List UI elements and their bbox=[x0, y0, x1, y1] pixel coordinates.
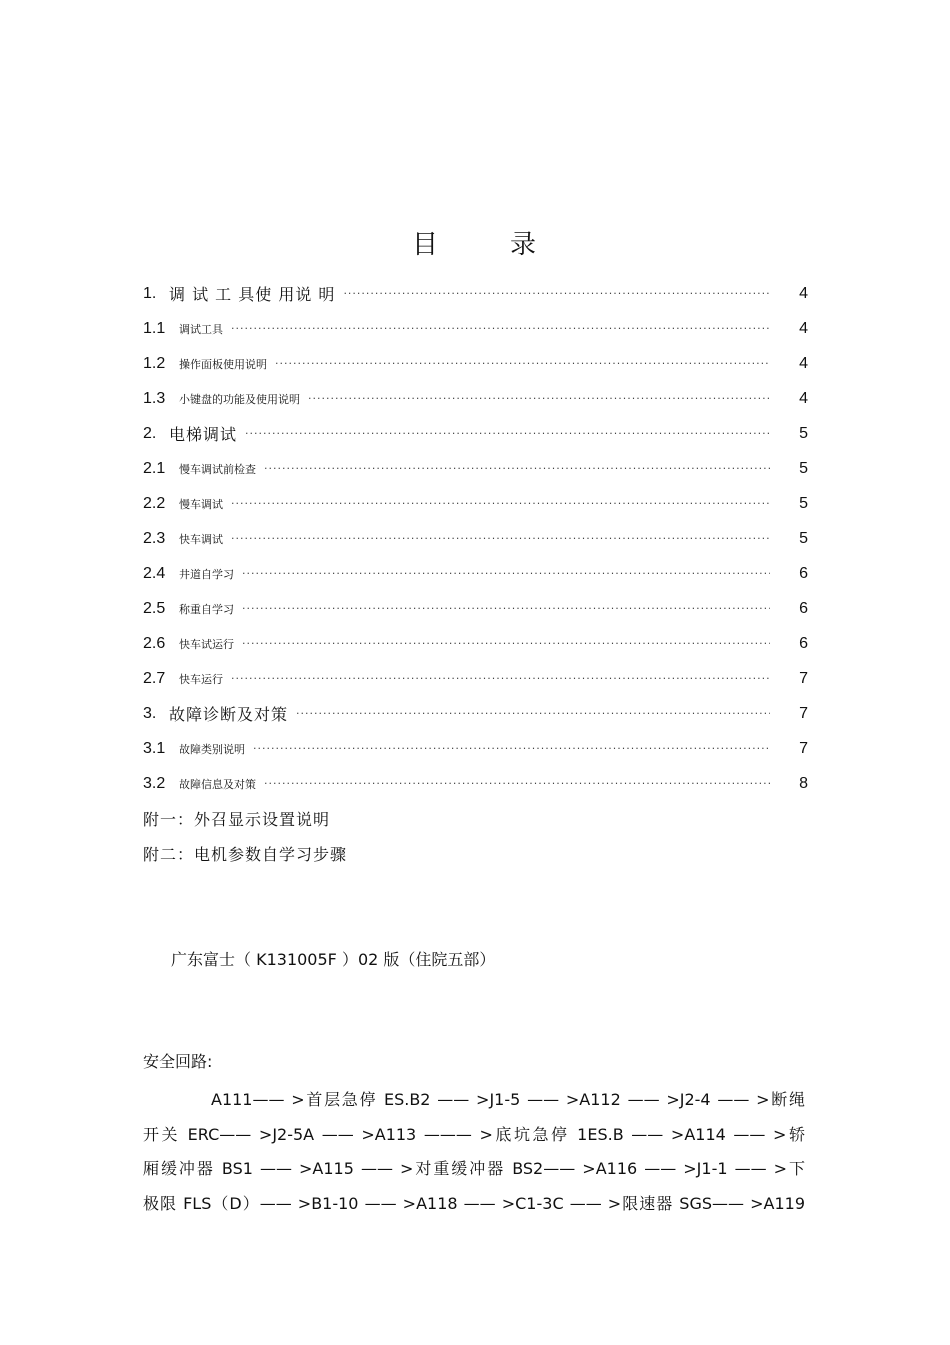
toc-entry-page: 5 bbox=[799, 424, 808, 442]
paragraph-line: A111—— >首层急停 ES.B2 —— >J1-5 —— >A112 —— >J2-4 —— >断绳 bbox=[211, 1090, 805, 1109]
toc-entry[interactable] bbox=[143, 346, 808, 381]
toc-entry-number: 3. bbox=[143, 704, 157, 722]
toc-entry-page: 8 bbox=[799, 774, 808, 792]
appendix-entry[interactable]: 附二：电机参数自学习步骤 bbox=[143, 845, 348, 864]
toc-entry[interactable] bbox=[143, 451, 808, 486]
toc-dot-leader bbox=[296, 707, 770, 720]
paragraph-line: 开关 ERC—— >J2-5A —— >A113 ——— >底坑急停 1ES.B —— >A114 —— >轿 bbox=[143, 1124, 805, 1144]
toc-entry-page: 6 bbox=[799, 564, 808, 582]
toc-entry[interactable] bbox=[143, 276, 808, 311]
toc-entry-title: 快车试运行 bbox=[179, 637, 234, 651]
toc-dot-leader bbox=[264, 777, 770, 790]
toc-entry[interactable] bbox=[143, 626, 808, 661]
toc-entry[interactable] bbox=[143, 731, 808, 766]
toc-entry-number: 2.1 bbox=[143, 459, 166, 477]
toc-entry-page: 5 bbox=[799, 529, 808, 547]
title-char-2: 录 bbox=[510, 230, 539, 260]
toc-dot-leader bbox=[231, 672, 770, 685]
toc-entry-page: 4 bbox=[799, 284, 808, 302]
paragraph-line: 厢缓冲器 BS1 —— >A115 —— >对重缓冲器 BS2—— >A116 —— >J1-1 —— >下 bbox=[143, 1159, 805, 1178]
toc-entry-page: 4 bbox=[799, 389, 808, 407]
toc-dot-leader bbox=[264, 462, 770, 475]
toc-entry-title: 快车调试 bbox=[179, 532, 223, 546]
toc-dot-leader bbox=[275, 357, 770, 370]
toc-dot-leader bbox=[231, 322, 770, 335]
toc-entry-title: 慢车调试 bbox=[179, 497, 223, 511]
toc-entry-number: 3.2 bbox=[143, 774, 166, 792]
safety-circuit-heading: 安全回路: bbox=[143, 1052, 213, 1071]
toc-entry[interactable] bbox=[143, 556, 808, 591]
toc-entry[interactable] bbox=[143, 311, 808, 346]
toc-entry-number: 2.6 bbox=[143, 634, 166, 652]
toc-entry-number: 1.3 bbox=[143, 389, 166, 407]
toc-entry-title: 电梯调试 bbox=[169, 425, 238, 444]
toc-entry-page: 6 bbox=[799, 599, 808, 617]
toc-entry-page: 7 bbox=[799, 669, 808, 687]
toc-entry-title: 调试工具 bbox=[179, 322, 223, 336]
toc-entry-page: 4 bbox=[799, 354, 808, 372]
toc-entry-number: 1.2 bbox=[143, 354, 166, 372]
toc-entry-page: 7 bbox=[799, 739, 808, 757]
toc-entry-title: 故障信息及对策 bbox=[179, 777, 256, 791]
toc-entry[interactable] bbox=[143, 696, 808, 731]
toc-dot-leader bbox=[242, 567, 770, 580]
toc-dot-leader bbox=[242, 602, 770, 615]
toc-dot-leader bbox=[231, 532, 770, 545]
toc-dot-leader bbox=[343, 287, 770, 300]
toc-entry[interactable] bbox=[143, 486, 808, 521]
toc-entry-title: 故障诊断及对策 bbox=[169, 705, 289, 724]
toc-entry-page: 4 bbox=[799, 319, 808, 337]
toc-entry[interactable] bbox=[143, 766, 808, 801]
toc-entry[interactable] bbox=[143, 521, 808, 556]
toc-dot-leader bbox=[231, 497, 770, 510]
toc-entry[interactable] bbox=[143, 381, 808, 416]
toc-entry-number: 1.1 bbox=[143, 319, 166, 337]
toc-entry[interactable] bbox=[143, 591, 808, 626]
toc-entry-page: 7 bbox=[799, 704, 808, 722]
toc-entry-number: 2.5 bbox=[143, 599, 166, 617]
toc-entry-number: 2.7 bbox=[143, 669, 166, 687]
publisher-line: 广东富士（ K131005F ）02 版（住院五部） bbox=[171, 950, 496, 969]
table-of-contents bbox=[143, 276, 808, 871]
toc-entry-number: 2.2 bbox=[143, 494, 166, 512]
safety-circuit-paragraph bbox=[143, 1083, 805, 1221]
title-char-1: 目 bbox=[411, 230, 440, 260]
toc-entry[interactable] bbox=[143, 416, 808, 451]
toc-entry-title: 调 试 工 具使 用说 明 bbox=[169, 285, 336, 304]
toc-entry-title: 故障类别说明 bbox=[179, 742, 245, 756]
appendix-entry[interactable]: 附一：外召显示设置说明 bbox=[143, 810, 331, 829]
toc-entry-number: 2. bbox=[143, 424, 157, 442]
toc-entry-page: 5 bbox=[799, 459, 808, 477]
toc-entry-number: 1. bbox=[143, 284, 157, 302]
toc-dot-leader bbox=[253, 742, 770, 755]
toc-entry-title: 慢车调试前检查 bbox=[179, 462, 256, 476]
paragraph-line: 极限 FLS（D）—— >B1-10 —— >A118 —— >C1-3C —— >限速器 SGS—— >A119 bbox=[143, 1193, 805, 1213]
toc-entry-title: 快车运行 bbox=[179, 672, 223, 686]
toc-dot-leader bbox=[242, 637, 770, 650]
toc-entry-title: 小键盘的功能及使用说明 bbox=[179, 392, 300, 406]
toc-entry-title: 操作面板使用说明 bbox=[179, 357, 267, 371]
toc-entry-number: 2.3 bbox=[143, 529, 166, 547]
toc-entry-page: 6 bbox=[799, 634, 808, 652]
toc-dot-leader bbox=[308, 392, 770, 405]
toc-entry-number: 3.1 bbox=[143, 739, 166, 757]
toc-entry-number: 2.4 bbox=[143, 564, 166, 582]
toc-dot-leader bbox=[245, 427, 770, 440]
toc-entry-title: 井道自学习 bbox=[179, 567, 234, 581]
toc-entry-page: 5 bbox=[799, 494, 808, 512]
toc-title bbox=[0, 224, 950, 261]
toc-entry[interactable] bbox=[143, 661, 808, 696]
toc-entry-title: 称重自学习 bbox=[179, 602, 234, 616]
